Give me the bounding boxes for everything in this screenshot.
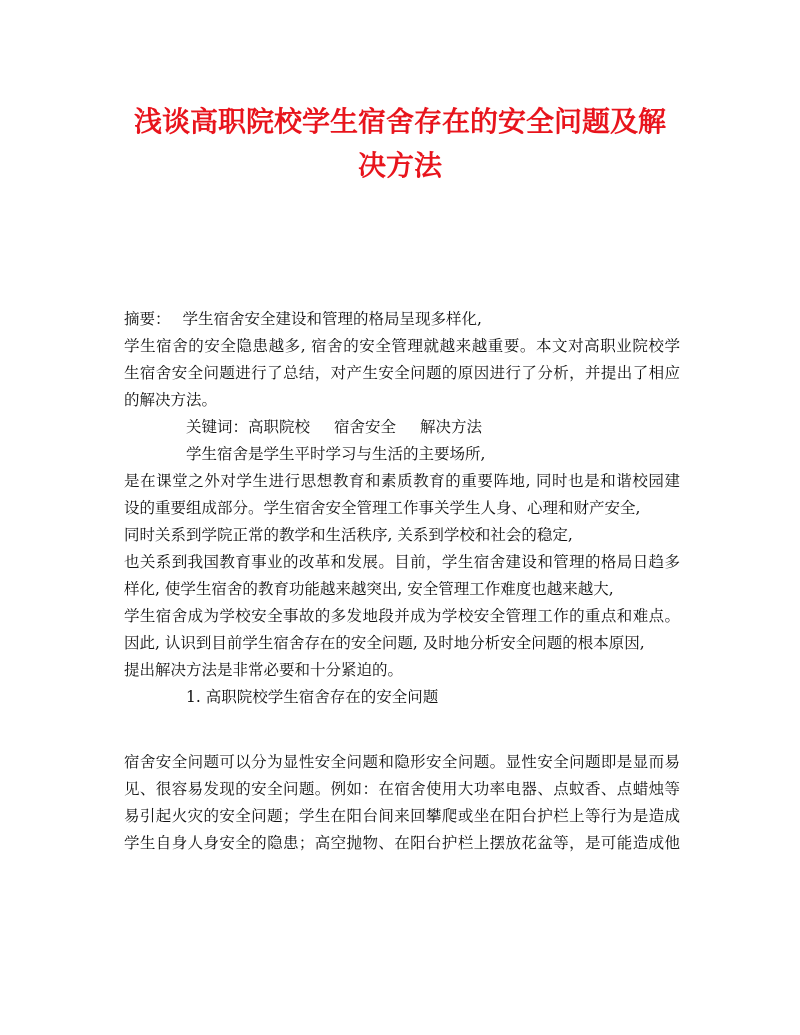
- paragraph-line: 学生宿舍成为学校安全事故的多发地段并成为学校安全管理工作的重点和难点。: [124, 607, 680, 625]
- paragraph-line: 学生宿舍是学生平时学习与生活的主要场所,: [186, 445, 486, 463]
- section-heading: 1. 高职院校学生宿舍存在的安全问题: [186, 688, 439, 706]
- paragraph-line: 设的重要组成部分。学生宿舍安全管理工作事关学生人身、心理和财产安全,: [124, 499, 641, 517]
- paragraph-line: 提出解决方法是非常必要和十分紧迫的。: [124, 661, 404, 679]
- keywords-label: 关键词：: [186, 418, 249, 436]
- abstract-text-line: 学生宿舍的安全隐患越多, 宿舍的安全管理就越来越重要。本文对高职业院校学: [124, 337, 680, 355]
- abstract-text-line: 生宿舍安全问题进行了总结，对产生安全问题的原因进行了分析，并提出了相应: [124, 364, 680, 382]
- paragraph-line: 样化, 使学生宿舍的教育功能越来越突出, 安全管理工作难度也越来越大,: [124, 580, 614, 598]
- abstract-label: 摘要：: [124, 310, 171, 328]
- paragraph-line: 同时关系到学院正常的教学和生活秩序, 关系到学校和社会的稳定,: [124, 526, 573, 544]
- paragraph-line: 易引起火灾的安全问题；学生在阳台间来回攀爬或坐在阳台护栏上等行为是造成: [124, 807, 680, 825]
- title-line-1: 浅谈高职院校学生宿舍存在的安全问题及解: [133, 105, 666, 138]
- document-body: [124, 306, 680, 857]
- abstract-first-line: [124, 306, 680, 333]
- keyword: 高职院校: [248, 418, 311, 436]
- paragraph-line: 是在课堂之外对学生进行思想教育和素质教育的重要阵地, 同时也是和谐校园建: [124, 472, 680, 490]
- title-line-2: 决方法: [357, 149, 442, 182]
- keyword: 解决方法: [420, 418, 483, 436]
- abstract-text-line: 学生宿舍安全建设和管理的格局呈现多样化,: [182, 310, 482, 328]
- paragraph-line: 学生自身人身安全的隐患；高空抛物、在阳台护栏上摆放花盆等，是可能造成他: [124, 834, 680, 852]
- paragraph-line: 宿舍安全问题可以分为显性安全问题和隐形安全问题。显性安全问题即是显而易: [124, 753, 680, 771]
- paragraph-line: 也关系到我国教育事业的改革和发展。目前，学生宿舍建设和管理的格局日趋多: [124, 553, 680, 571]
- paragraph-line: 见、很容易发现的安全问题。例如：在宿舍使用大功率电器、点蚊香、点蜡烛等: [124, 780, 680, 798]
- document-title: [110, 100, 690, 188]
- keywords-line: [124, 414, 680, 441]
- keyword: 宿舍安全: [334, 418, 397, 436]
- paragraph-spacer: [124, 711, 680, 749]
- paragraph-line: 因此, 认识到目前学生宿舍存在的安全问题, 及时地分析安全问题的根本原因,: [124, 634, 645, 652]
- abstract-text-line: 的解决方法。: [124, 391, 218, 409]
